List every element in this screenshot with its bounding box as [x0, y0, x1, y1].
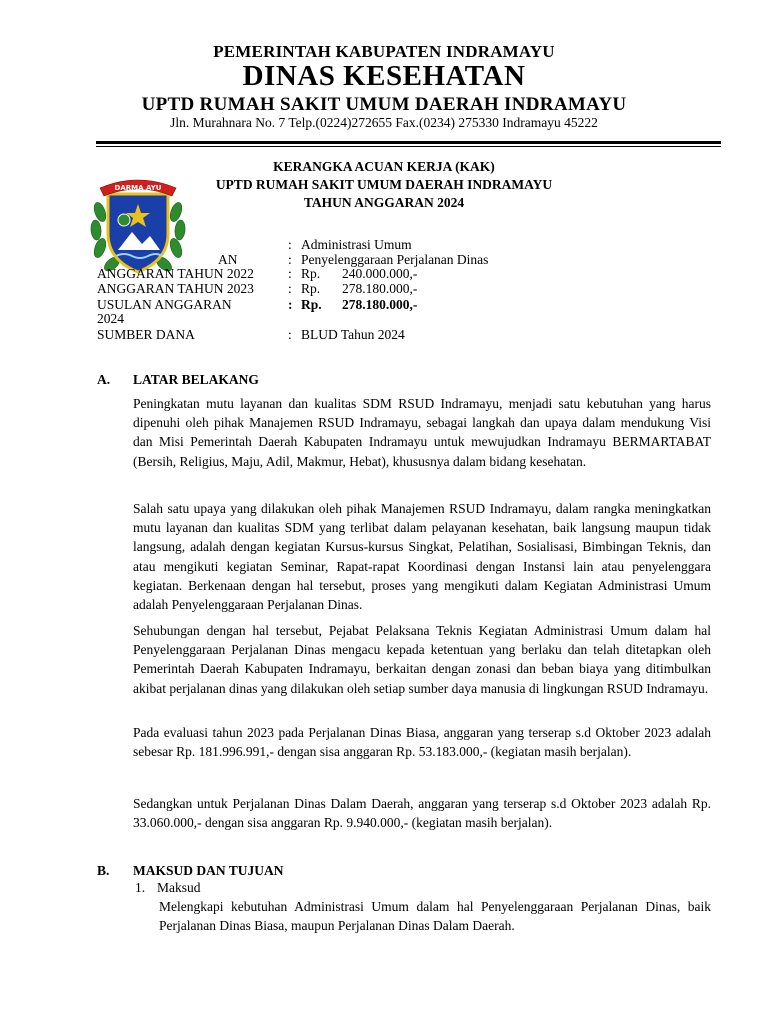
indramayu-emblem-logo: [90, 172, 186, 276]
info-label-budget-2022: ANGGARAN TAHUN 2022: [97, 266, 254, 281]
letterhead-rule-thick: [96, 141, 721, 144]
info-value-budget-2023: 278.180.000,-: [342, 281, 418, 296]
info-value-program: Administrasi Umum: [301, 237, 412, 252]
doc-title-kak: KERANGKA ACUAN KERJA (KAK): [273, 159, 495, 174]
info-label-proposal: USULAN ANGGARAN: [97, 297, 232, 312]
doc-title-year: TAHUN ANGGARAN 2024: [303, 195, 465, 210]
info-prefix-proposal: Rp.: [301, 297, 322, 312]
section-a-letter: A.: [97, 372, 111, 387]
letterhead-hospital: UPTD RUMAH SAKIT UMUM DAERAH INDRAMAYU: [141, 94, 627, 115]
letterhead-government: PEMERINTAH KABUPATEN INDRAMAYU: [213, 42, 555, 61]
info-colon-1: :: [288, 237, 292, 252]
section-b-item-title: Maksud: [157, 880, 201, 895]
info-value-activity: Penyelenggaraan Perjalanan Dinas: [301, 252, 489, 267]
section-a-paragraph-2: Salah satu upaya yang dilakukan oleh pihak Manajemen RSUD Indramayu, dalam rangka meningkatkan mutu layanan dan kualitas SDM yang terlibat dalam pelayanan kesehatan, baik langsung maupun tidak langsung, adalah dengan kegiatan Kursus-kursus Singkat, Pelatihan, Sosialisasi, Bimbingan Teknis, dan atau mengikuti kegiatan Seminar, Rapat-rapat Koordinasi dengan Instansi lain atau penyelenggara kegiatan. Berkenaan dengan hal tersebut, proses yang mengikuti dalam Kegiatan Administrasi Umum adalah Penyelenggaraan Perjalanan Dinas.: [133, 501, 711, 613]
letterhead-rule-thin: [96, 146, 721, 147]
info-label-funding: SUMBER DANA: [97, 327, 195, 342]
section-a-paragraph-4: Pada evaluasi tahun 2023 pada Perjalanan Dinas Biasa, anggaran yang terserap s.d Oktober 2023 adalah sebesar Rp. 181.996.991,- dengan sisa anggaran Rp. 53.183.000,- (kegiatan masih berjalan).: [133, 725, 711, 760]
section-b-letter: B.: [97, 863, 110, 878]
letterhead-address: Jln. Murahnara No. 7 Telp.(0224)272655 Fax.(0234) 275330 Indramayu 45222: [170, 115, 598, 130]
info-value-budget-2022: 240.000.000,-: [342, 266, 418, 281]
info-colon-5: :: [288, 297, 293, 312]
section-b-item-text: Melengkapi kebutuhan Administrasi Umum dalam hal Penyelenggaraan Perjalanan Dinas, baik Perjalanan Dinas Biasa, maupun Perjalanan Dinas Dalam Daerah.: [159, 899, 711, 933]
info-prefix-2022: Rp.: [301, 266, 321, 281]
section-b-item-number: 1.: [135, 880, 146, 895]
info-prefix-2023: Rp.: [301, 281, 321, 296]
info-colon-4: :: [288, 281, 292, 296]
info-label-budget-2023: ANGGARAN TAHUN 2023: [97, 281, 254, 296]
info-colon-3: :: [288, 266, 292, 281]
letterhead-agency: DINAS KESEHATAN: [242, 60, 526, 92]
info-colon-6: :: [288, 327, 292, 342]
info-label-2: AN: [218, 252, 238, 267]
section-a-paragraph-5: Sedangkan untuk Perjalanan Dinas Dalam Daerah, anggaran yang terserap s.d Oktober 2023 adalah Rp. 33.060.000,- dengan sisa anggaran Rp. 9.940.000,- (kegiatan masih berjalan).: [133, 796, 711, 831]
info-colon-2: :: [288, 252, 292, 267]
section-a-paragraph-3: Sehubungan dengan hal tersebut, Pejabat Pelaksana Teknis Kegiatan Administrasi Umum dalam hal Penyelenggaraan Perjalanan Dinas mengacu kepada ketentuan yang berlaku dan telah ditetapkan oleh Pemerintah Daerah Kabupaten Indramayu, berkaitan dengan zonasi dan beban biaya yang ditimbulkan akibat perjalanan dinas yang dilakukan oleh setiap sumber daya manusia di lingkungan RSUD Indramayu.: [133, 623, 711, 696]
section-a-paragraph-1: Peningkatan mutu layanan dan kualitas SDM RSUD Indramayu, menjadi satu kebutuhan yang harus dipenuhi oleh pihak Manajemen RSUD Indramayu, sebagai langkah dan upaya dalam mendukung Visi dan Misi Pemerintah Daerah Kabupaten Indramayu untuk mewujudkan Indramayu BERMARTABAT (Bersih, Religius, Maju, Adil, Makmur, Hebat), khususnya dalam bidang kesehatan.: [133, 396, 711, 469]
doc-title-hospital: UPTD RUMAH SAKIT UMUM DAERAH INDRAMAYU: [215, 177, 553, 192]
section-b-title: MAKSUD DAN TUJUAN: [133, 863, 284, 878]
section-a-title: LATAR BELAKANG: [133, 372, 259, 387]
info-label-proposal-year: 2024: [97, 311, 124, 326]
info-value-proposal: 278.180.000,-: [342, 297, 418, 312]
info-value-funding: BLUD Tahun 2024: [301, 327, 405, 342]
emblem-motto: DARMA AYU: [114, 184, 162, 192]
